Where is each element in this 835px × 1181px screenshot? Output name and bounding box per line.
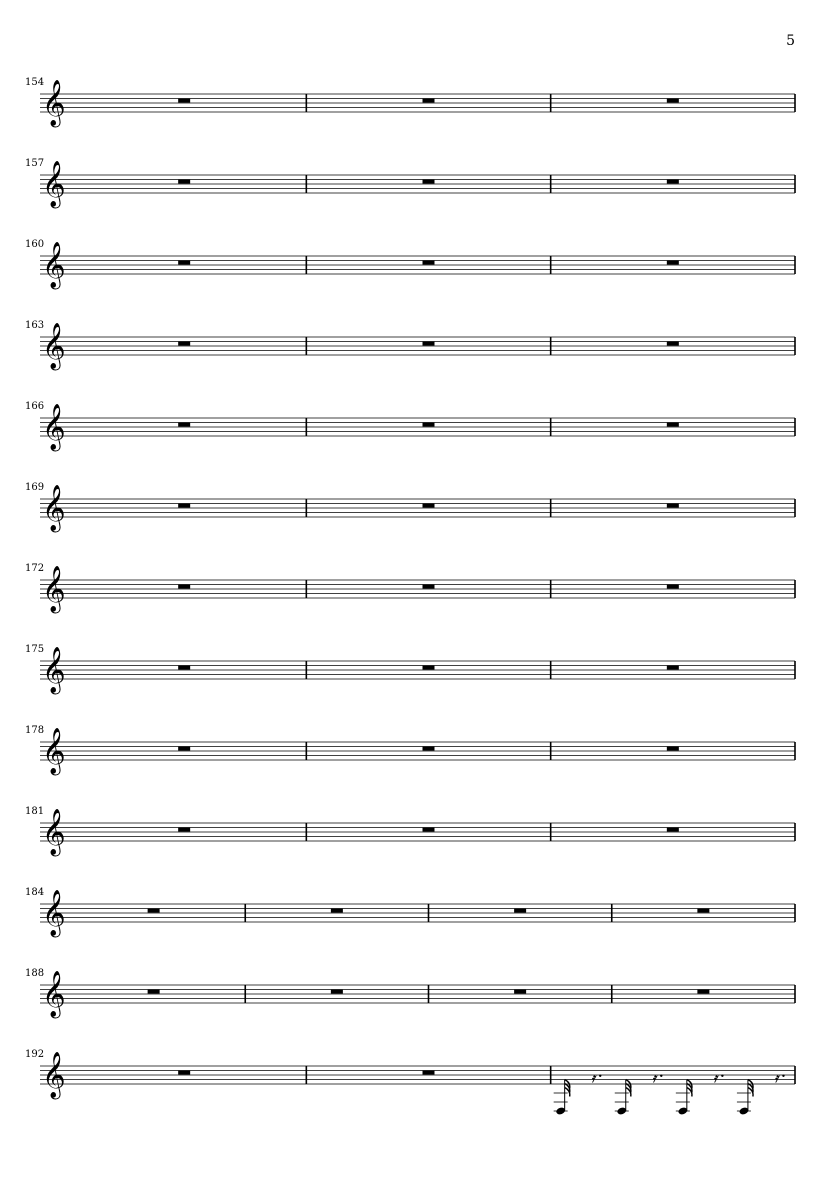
sixteenth-rest-icon: 𝄿 (652, 1070, 656, 1085)
whole-rest (423, 585, 435, 589)
measure-number: 188 (25, 968, 45, 979)
measure-number: 181 (25, 806, 45, 817)
whole-rest (178, 828, 190, 832)
whole-rest (178, 180, 190, 184)
staff-system (0, 1050, 835, 1130)
measure-number: 175 (25, 644, 45, 655)
staff-system (0, 321, 835, 401)
staff (0, 78, 835, 158)
whole-rest (423, 180, 435, 184)
staff (0, 726, 835, 806)
staff-system (0, 726, 835, 806)
whole-rest (667, 342, 679, 346)
whole-rest (667, 828, 679, 832)
staff (0, 1050, 835, 1130)
whole-rest (148, 990, 160, 994)
staff-system (0, 645, 835, 725)
treble-clef-icon: 𝄞 (42, 971, 66, 1017)
measure-number: 166 (25, 401, 45, 412)
whole-rest (423, 666, 435, 670)
whole-rest (178, 585, 190, 589)
whole-rest (178, 747, 190, 751)
treble-clef-icon: 𝄞 (42, 323, 66, 369)
treble-clef-icon: 𝄞 (42, 1052, 66, 1098)
whole-rest (178, 423, 190, 427)
measure-number: 184 (25, 887, 45, 898)
staff-system (0, 159, 835, 239)
rest-dot (782, 1075, 784, 1077)
whole-rest (514, 909, 526, 913)
measure-number: 163 (25, 320, 45, 331)
treble-clef-icon: 𝄞 (42, 890, 66, 936)
whole-rest (178, 99, 190, 103)
whole-rest (423, 828, 435, 832)
staff (0, 888, 835, 968)
whole-rest (423, 342, 435, 346)
rest-dot (660, 1075, 662, 1077)
treble-clef-icon: 𝄞 (42, 566, 66, 612)
whole-rest (178, 1071, 190, 1075)
sixteenth-rest-icon: 𝄿 (774, 1070, 779, 1085)
whole-rest (423, 504, 435, 508)
whole-rest (667, 180, 679, 184)
whole-rest (423, 99, 435, 103)
whole-rest (667, 585, 679, 589)
whole-rest (331, 990, 343, 994)
sixteenth-rest-icon: 𝄿 (591, 1070, 595, 1085)
whole-rest (423, 261, 435, 265)
whole-rest (178, 504, 190, 508)
measure-number: 192 (25, 1049, 45, 1060)
staff (0, 159, 835, 239)
measure-number: 154 (25, 77, 45, 88)
whole-rest (667, 747, 679, 751)
whole-rest (331, 909, 343, 913)
whole-rest (667, 261, 679, 265)
treble-clef-icon: 𝄞 (42, 242, 66, 288)
staff-system (0, 240, 835, 320)
treble-clef-icon: 𝄞 (42, 728, 66, 774)
measure-number: 172 (25, 563, 45, 574)
page-number: 5 (786, 33, 795, 49)
whole-rest (514, 990, 526, 994)
whole-rest (178, 666, 190, 670)
treble-clef-icon: 𝄞 (42, 647, 66, 693)
rest-dot (721, 1075, 723, 1077)
whole-rest (667, 504, 679, 508)
whole-rest (667, 423, 679, 427)
staff (0, 969, 835, 1049)
whole-rest (667, 99, 679, 103)
staff-system (0, 888, 835, 968)
treble-clef-icon: 𝄞 (42, 485, 66, 531)
whole-rest (423, 1071, 435, 1075)
measure-number: 178 (25, 725, 45, 736)
staff (0, 240, 835, 320)
staff (0, 564, 835, 644)
staff-system (0, 402, 835, 482)
staff (0, 483, 835, 563)
staff (0, 402, 835, 482)
whole-rest (697, 909, 709, 913)
measure-number: 169 (25, 482, 45, 493)
staff (0, 321, 835, 401)
staff-system (0, 78, 835, 158)
staff (0, 645, 835, 725)
staff-system (0, 483, 835, 563)
staff-system (0, 564, 835, 644)
staff-system (0, 969, 835, 1049)
treble-clef-icon: 𝄞 (42, 80, 66, 126)
whole-rest (178, 261, 190, 265)
treble-clef-icon: 𝄞 (42, 161, 66, 207)
whole-rest (667, 666, 679, 670)
whole-rest (148, 909, 160, 913)
staff-system (0, 807, 835, 887)
whole-rest (423, 423, 435, 427)
measure-number: 157 (25, 158, 45, 169)
staff (0, 807, 835, 887)
whole-rest (423, 747, 435, 751)
treble-clef-icon: 𝄞 (42, 404, 66, 450)
whole-rest (178, 342, 190, 346)
treble-clef-icon: 𝄞 (42, 809, 66, 855)
rest-dot (599, 1075, 601, 1077)
measure-number: 160 (25, 239, 45, 250)
sixteenth-rest-icon: 𝄿 (713, 1070, 718, 1085)
whole-rest (697, 990, 709, 994)
